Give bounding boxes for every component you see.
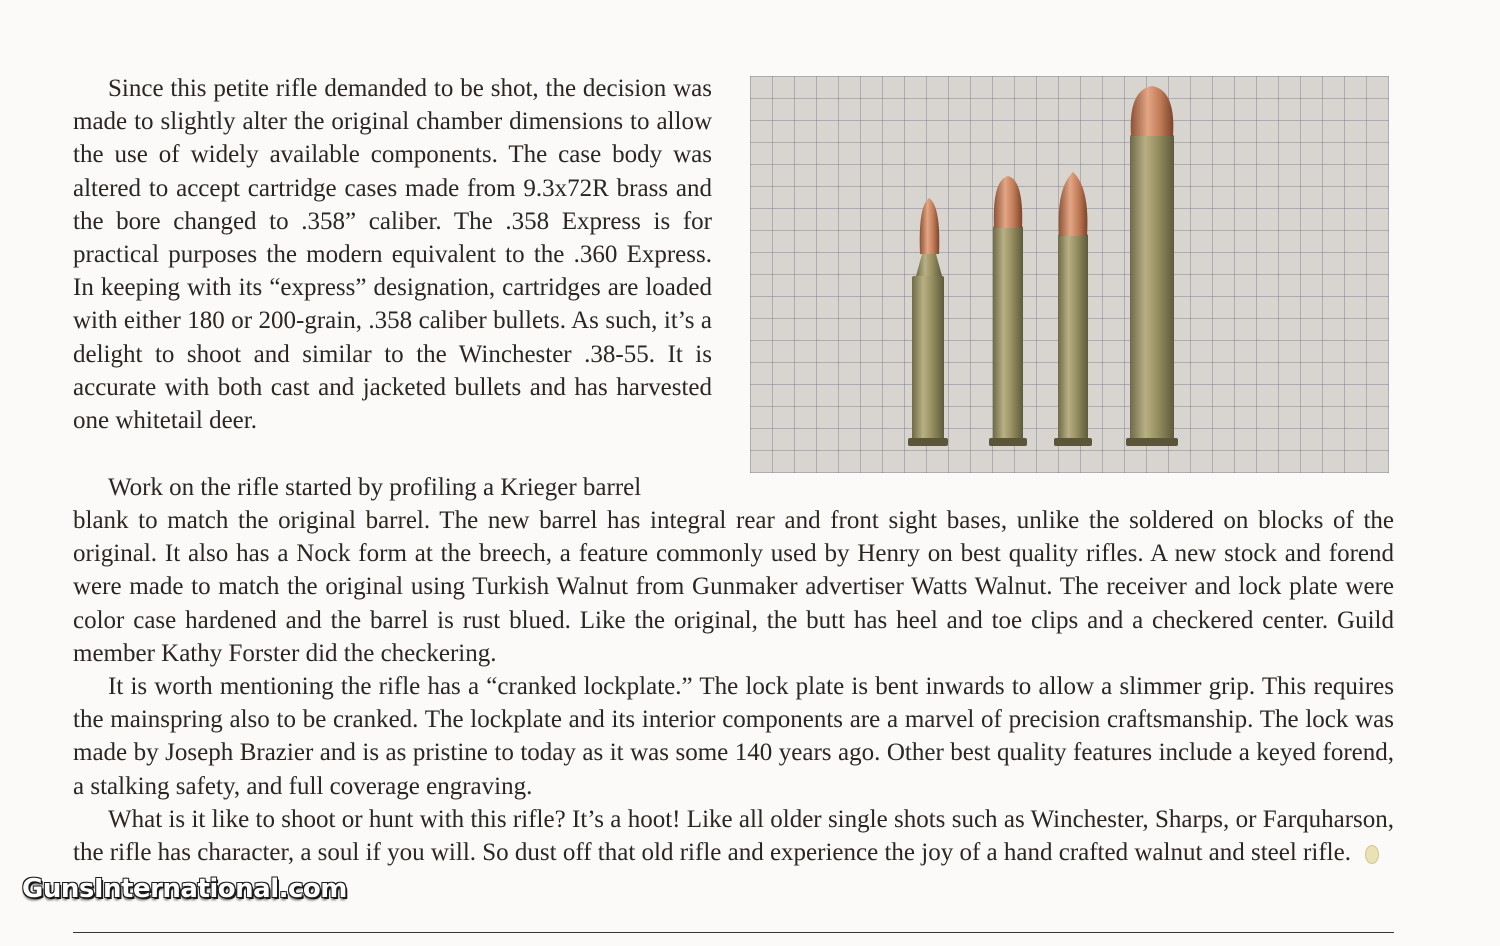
end-of-article-icon [1365, 845, 1379, 864]
cartridge-358-express [989, 176, 1027, 446]
cartridge-long-express [1126, 86, 1178, 446]
paragraph-chamber: Since this petite rifle demanded to be shot, the decision was made to slightly alter the original chamber dimensions to allow the use of widely available components. The case body was altered to accept cartridge cases made from 9.3x72R brass and the bore changed to .358” caliber. The .358 Express is for practical purposes the modern equivalent to the .360 Express. In keeping with its “express” designation, cartridges are loaded with either 180 or 200-grain, .358 caliber bullets. As such, it’s a delight to shoot and similar to the Winchester .38-55. It is accurate with both cast and jacketed bullets and has harvested one whitetail deer. [73, 75, 712, 435]
paragraph-lockplate: It is worth mentioning the rifle has a “cranked lockplate.” The lock plate is bent inwards to allow a slimmer grip. This requires the mainspring also to be cranked. The lockplate and its interior components are a marvel of precision craftsmanship. The lock was made by Joseph Brazier and is as pristine to today as it was some 140 years ago. Other best quality features include a keyed forend, a stalking safety, and full coverage engraving. [73, 673, 1394, 800]
cartridge-pointed [1054, 172, 1092, 446]
paragraph-barrel: blank to match the original barrel. The new barrel has integral rear and front sight bases, unlike the soldered on blocks of the original. It also has a Nock form at the breech, a feature commonly used by Henry on best quality rifles. A new stock and forend were made to match the original using Turkish Walnut from Gunmaker advertiser Watts Walnut. The receiver and lock plate were color case hardened and the barrel is rust blued. Like the original, the butt has heel and toe clips and a checkered center. Guild member Kathy Forster did the checkering. [73, 507, 1394, 667]
cartridges-illustration [750, 76, 1389, 473]
paragraph-barrel-first-line: Work on the rifle started by profiling a Krieger barrel [108, 474, 642, 501]
cartridges-photo [750, 76, 1389, 473]
footer-rule [73, 932, 1394, 933]
paragraph-conclusion [73, 803, 1394, 869]
paragraph-conclusion-text: What is it like to shoot or hunt with this rifle? It’s a hoot! Like all older single shots such as Winchester, Sharps, or Farquharson, the rifle has character, a soul if you will. So dust off that old rifle and experience the joy of a hand crafted walnut and steel rifle. [73, 806, 1394, 867]
cartridge-9-3x72r [908, 198, 948, 446]
watermark: GunsInternational.com [22, 874, 347, 904]
